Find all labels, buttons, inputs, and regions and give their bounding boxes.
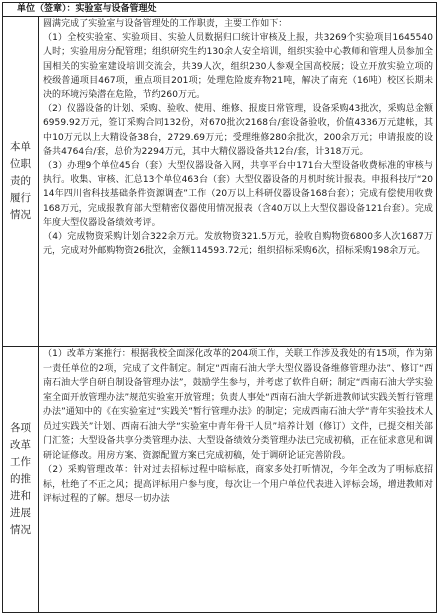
duty-performance-label-cell [3, 17, 39, 346]
duty-performance-row [3, 17, 436, 347]
unit-header [3, 3, 436, 17]
reform-progress-row [3, 347, 436, 612]
work-report-table [2, 2, 437, 613]
reform-progress-content [39, 347, 436, 612]
duty-paragraph-2: （2）仪器设备的计划、采购、验收、使用、维修、报废日常管理，设备采购43批次，采购总金额6959.92万元，签订采购合同132份，对670批次2168台/套设备验收，价值4336万元建帐，其中10万元以上大精设备38台，2729.69万元；受理维修280余批次，200余万元；申请报废的设备共4764台/套，总价为2294万元，其中大精仪器设备共12台/套，计318万元。 [43, 104, 433, 157]
duty-performance-content [39, 17, 436, 346]
duty-intro-text: 圆满完成了实验室与设备管理处的工作职责，主要工作如下： [43, 19, 288, 29]
reform-paragraph-2: （2）采购管理改革：针对过去招标过程中暗标底，商家多处打听情况，今年全改为了明标底招标，杜绝了不正之风；提高评标用户参与度，每次让一个用户单位代表进入评标会场，增进教师对评标过程的了解。想尽一切办法 [43, 465, 433, 504]
unit-label: 单位（签章）：实验室与设备管理处 [17, 4, 157, 14]
reform-progress-label-cell [3, 347, 39, 612]
duty-performance-label: 本单位职责的履行情况 [10, 141, 31, 221]
reform-paragraph-1: （1）改革方案推行：根据我校全面深化改革的204项工作，关联工作涉及我处的有15项，作为第一责任单位的2项，完成了文件制定。制定“西南石油大学大型仪器设备维修管理办法”、修订“西南石油大学自研自制设备管理办法”，鼓励学生参与，并考虑了软件自研；制定“西南石油大学实验室全面开放管理办法”规范实验室开放管理；负责人事处“西南石油大学新进教师试实践关暂行管理办法”通知中的《在实验室过“实践关”暂行管理办法》的制定；完成西南石油大学“青年实验技术人员过实践关”计划、西南石油大学“实验室中青年骨干人员”培养计划（修订）文件，已提交相关部门汇签；大型设备共享分类管理办法、大型设备绩效分类管理办法已完成初稿，正在征求意见和调研论证修改。用房方案、资源配置方案已完成初稿，处于调研论证完善阶段。 [43, 349, 433, 461]
duty-paragraph-1: （1）全校实验室、实验项目、实验人员数据归口统计审核及上报，共3269个实验项目1645540人时；实验用房分配管理；组织研究生约130余人安全培训，组织实验中心教师和管理人员参加全国相关的实验室建设培训交流会，共39人次，组织230人参观全国高校展；设立开放实验立项的校级普通项目467项，重点项目201项；处理危险废弃物21吨，解决了南充（16吨）校区长期未决的环境污染潜在危险，节约260万元。 [43, 33, 433, 101]
duty-paragraph-4: （4）完成物资采购计划合322余万元。发放物资321.5万元，验收自购物资6800多人次1687万元，完成对外邮购物资26批次，金额114593.72元；组织招标采购6次，招标采购198余万元。 [43, 232, 433, 257]
duty-paragraph-3: （3）办理9个单位45台（套）大型仪器设备入网，共享平台中171台大型设备收费标准的审核与执行。收集、审核、汇总13个单位463台（套）大型仪器设备的月机时统计报表。申报科技厅“2014年四川省科技基础条件资源调查”工作（20万以上科研仪器设备168台套）；完成有偿使用收费168万元，完成报教育部大型精密仪器使用情况报表（含40万以上大型仪器设备121台套）。完成年度大型仪器设备绩效考评。 [43, 161, 433, 228]
reform-progress-label: 各项改革工作的推进和进展情况 [10, 422, 31, 536]
